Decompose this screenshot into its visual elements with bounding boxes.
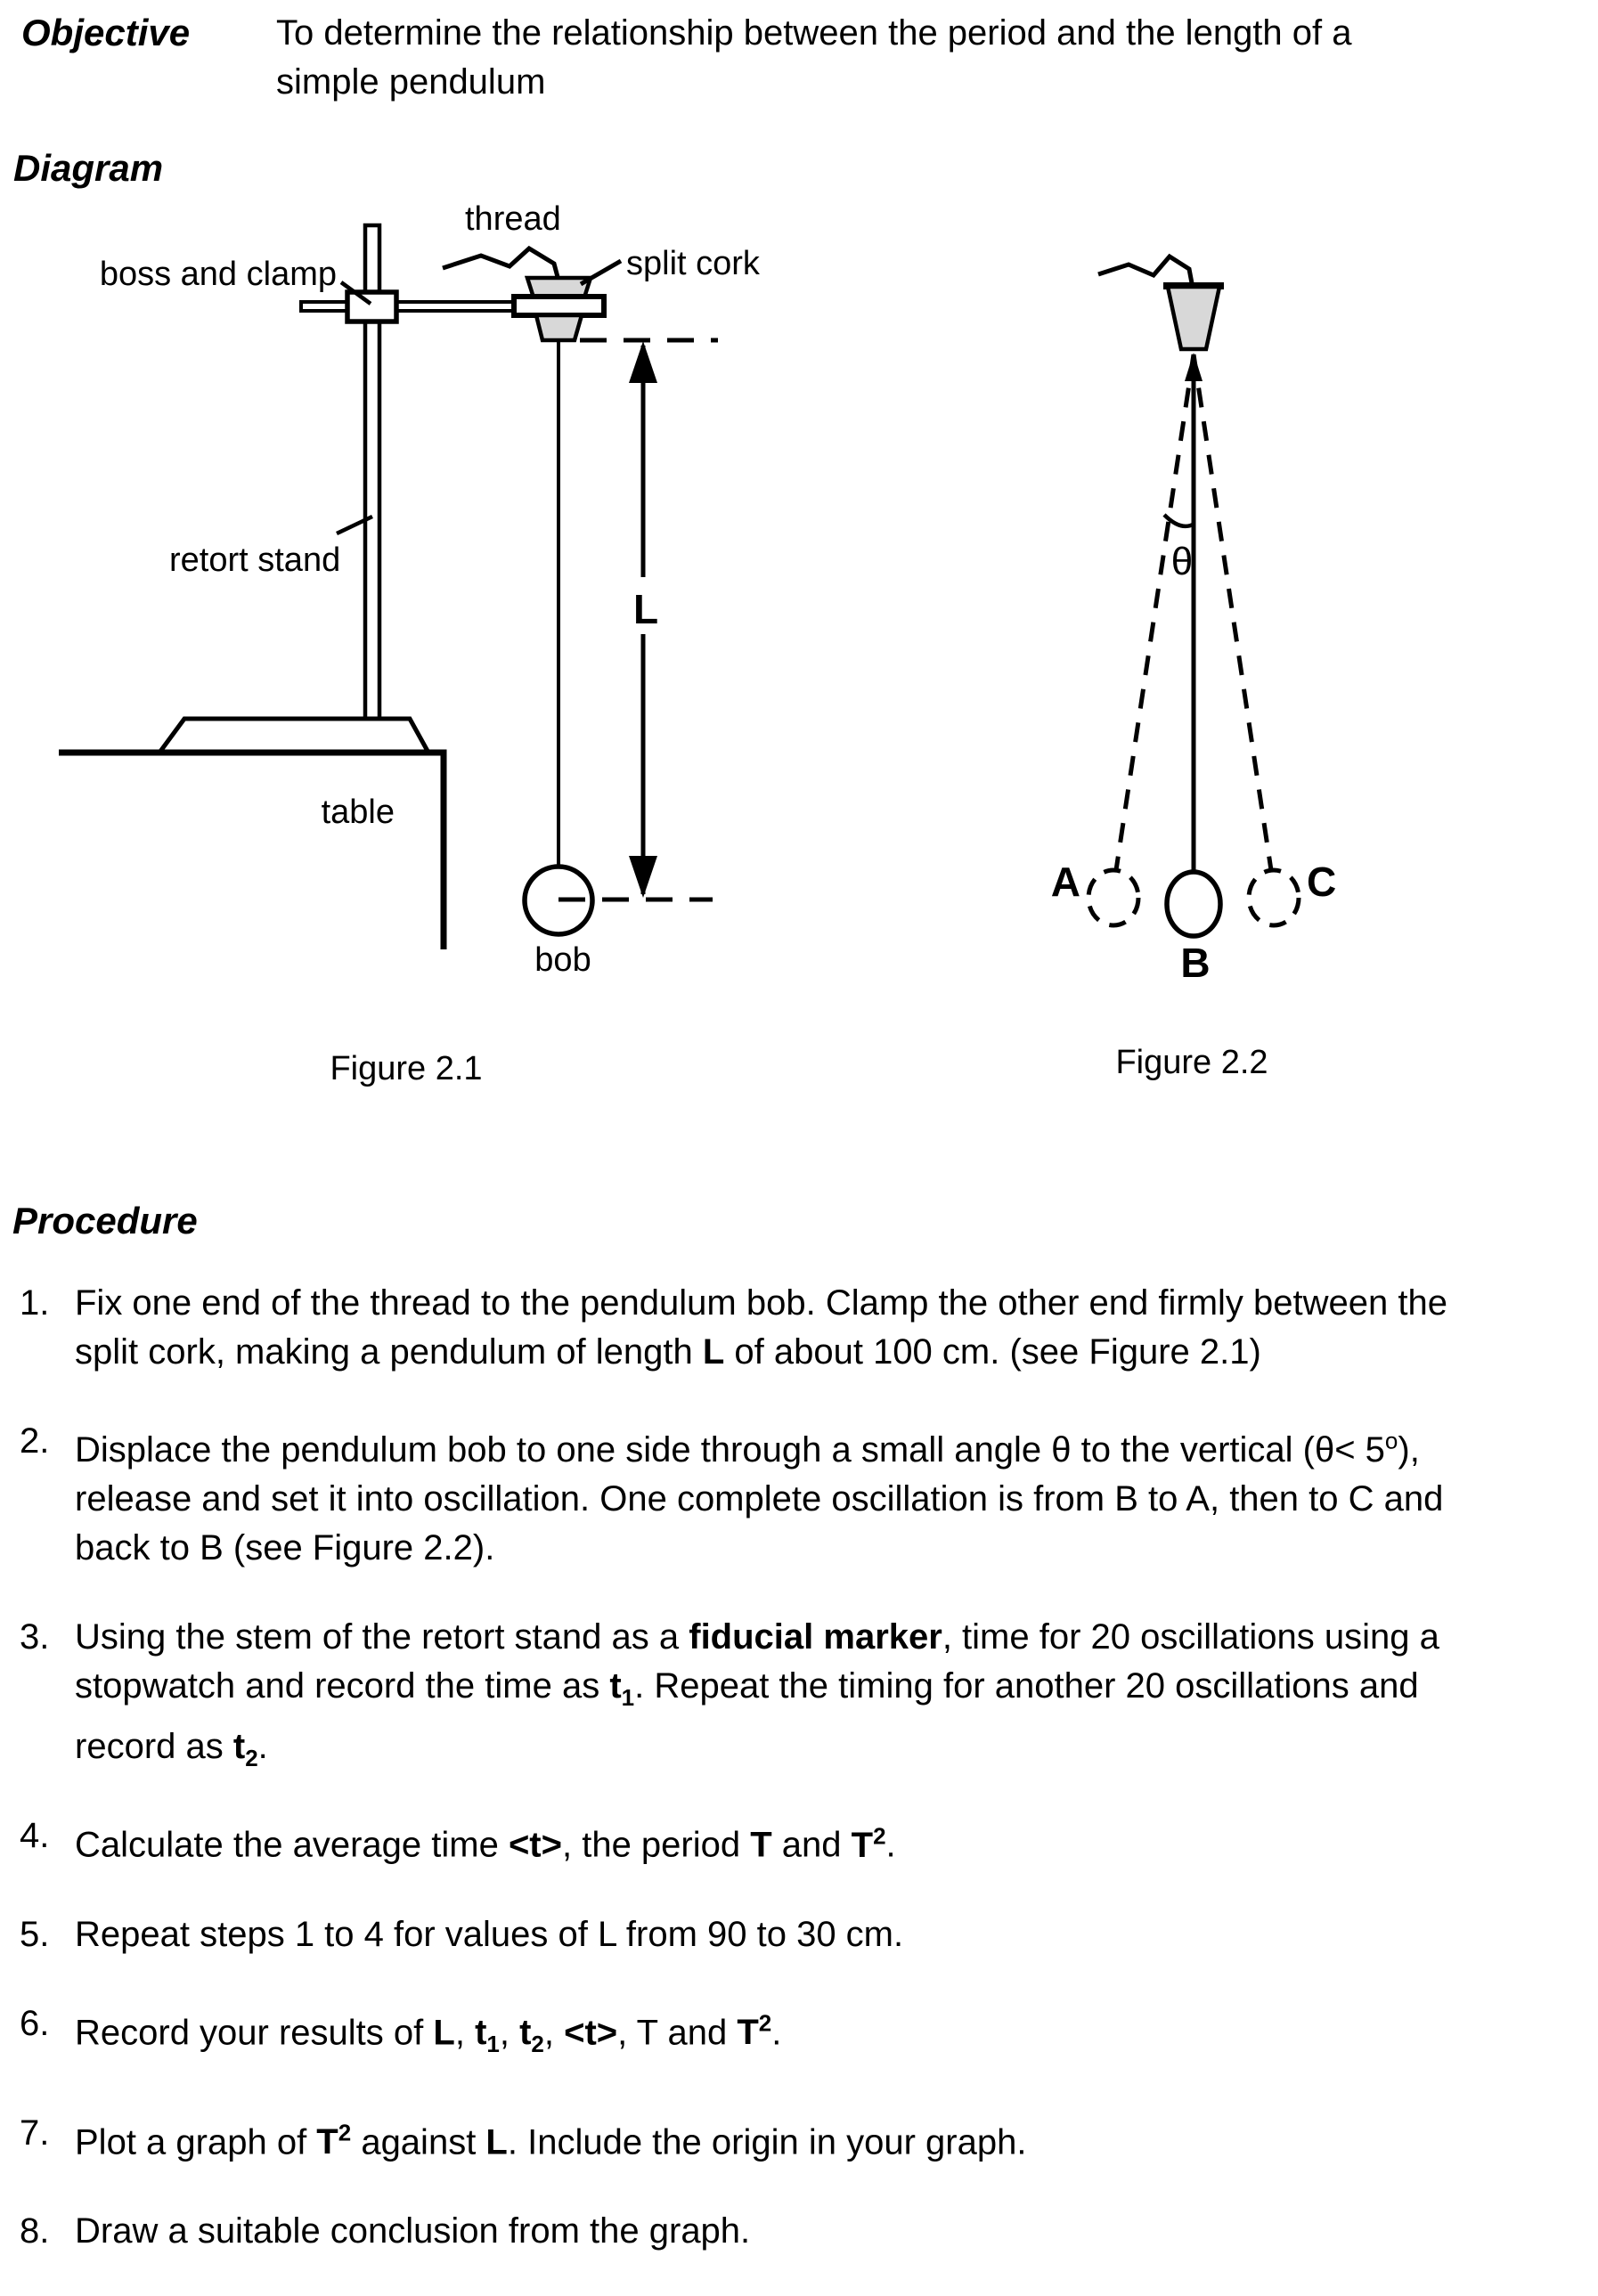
position-c-label: C [1307, 859, 1337, 905]
objective-text: To determine the relationship between the period and the length of a simple pendulum [276, 13, 1352, 102]
table-label: table [321, 794, 395, 831]
objective-heading: Objective [21, 12, 191, 53]
table-edge [59, 753, 444, 949]
procedure-section [12, 1201, 1566, 2296]
step-text: Record your results of L, $t_1$, $t_2$, <t>, T and $T^2$. [75, 2009, 782, 2057]
step-text: Calculate the average time <t>, the period T and $T^2$. [75, 1822, 896, 1865]
boss-clamp-label: boss and clamp [99, 256, 337, 293]
thread-label: thread [465, 200, 561, 238]
procedure-step-6 [12, 1999, 1566, 2069]
split-cork-leader-line [581, 261, 621, 284]
thread-squiggle-2 [1098, 256, 1192, 283]
step-text: Using the stem of the retort stand as a fiducial marker, time for 20 oscillations using a stopwatch and record the time as $t_1$. Repeat the timing for another 20 oscillations and record as $t_2$. [75, 1617, 1439, 1772]
thread-squiggle [443, 248, 558, 277]
step-number: 1. [20, 1283, 50, 1323]
theta-label: θ [1170, 540, 1194, 583]
procedure-step-3 [12, 1613, 1566, 1783]
cork-clamp-plate [514, 297, 604, 315]
dashed-thread-left [1116, 354, 1194, 870]
clamp-bar [301, 302, 515, 311]
bob-position-c-circle [1249, 870, 1299, 925]
position-a-label: A [1050, 859, 1080, 905]
length-arrow-down-head [629, 856, 657, 898]
diagram-heading: Diagram [13, 147, 164, 189]
step-number: 3. [20, 1617, 50, 1657]
bob-label: bob [534, 941, 591, 979]
dashed-thread-right [1194, 354, 1271, 870]
step-text: Repeat steps 1 to 4 for values of L from 90 to 30 cm. [75, 1914, 904, 1954]
procedure-step-5 [12, 1910, 1566, 1959]
step-number: 2. [20, 1421, 50, 1461]
figure-2-2-diagram [980, 214, 1598, 1095]
figure-2-2-caption: Figure 2.2 [1115, 1044, 1268, 1081]
split-cork-label: split cork [626, 245, 760, 282]
step-text: Fix one end of the thread to the pendulum bob. Clamp the other end firmly between the split cork, making a pendulum of length L of about 100 cm. (see Figure 2.1) [75, 1283, 1447, 1372]
step-text: Draw a suitable conclusion from the graph. [75, 2211, 751, 2251]
step-text: Plot a graph of $T^2$ against L. Include the origin in your graph. [75, 2119, 1027, 2162]
retort-stand-label: retort stand [169, 541, 341, 579]
stand-base [159, 719, 428, 753]
length-label: L [632, 586, 659, 632]
bob-position-b-circle [1167, 872, 1220, 936]
procedure-steps-list [12, 1279, 1566, 2256]
split-cork-lower [536, 315, 582, 340]
step-number: 5. [20, 1914, 50, 1954]
procedure-step-1 [12, 1279, 1566, 1377]
step-number: 4. [20, 1816, 50, 1856]
cork-body [1168, 287, 1219, 349]
procedure-step-2 [12, 1417, 1566, 1573]
procedure-step-8 [12, 2207, 1566, 2256]
figure-2-1-diagram [0, 196, 855, 1095]
procedure-step-4 [12, 1812, 1566, 1869]
procedure-heading: Procedure [12, 1200, 198, 1242]
length-arrow-up-head [629, 341, 657, 383]
step-text: Displace the pendulum bob to one side through a small angle θ to the vertical $(\theta< 5^o)$, release and set it into oscillation. One complete oscillation is from B to A, then to C and back to B (see Figure 2.2). [75, 1428, 1444, 1568]
boss-clamp-box [347, 292, 396, 322]
procedure-step-7 [12, 2109, 1566, 2167]
step-number: 8. [20, 2211, 50, 2251]
position-b-label: B [1180, 940, 1211, 986]
step-number: 7. [20, 2113, 50, 2153]
step-number: 6. [20, 2003, 50, 2043]
figure-2-1-caption: Figure 2.1 [330, 1050, 483, 1087]
bob-position-a-circle [1088, 870, 1138, 925]
